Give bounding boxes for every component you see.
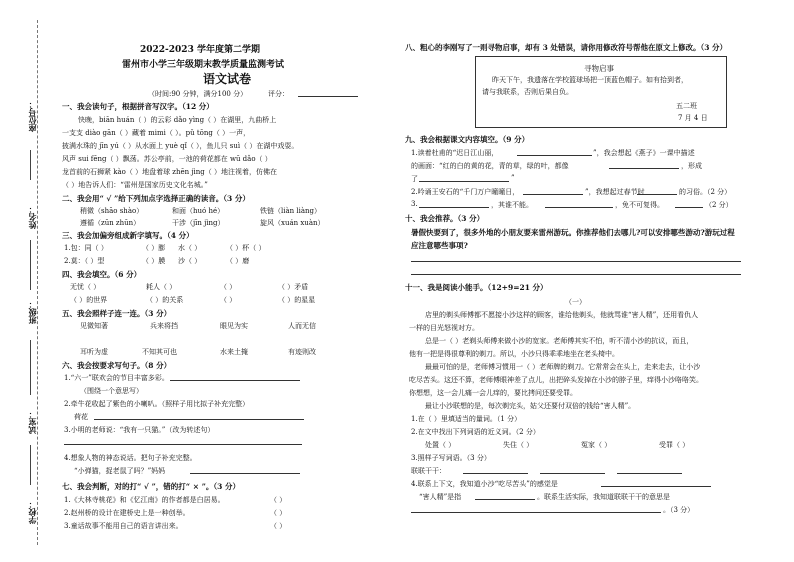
q8-heading: 八、粗心的李刚写了一则寻物启事，却有 3 处错误，请你用修改符号帮他在原文上修改。（3 分）: [405, 43, 728, 52]
q4-cell[interactable]: 耗人（ ）: [146, 283, 177, 291]
reading-question: 4.联系上下文，我知道小沙“吃尽苦头”的感觉是: [411, 480, 558, 488]
q5-top-item[interactable]: 人而无信: [288, 322, 316, 330]
q9-line: ，形成: [681, 162, 702, 170]
reading-question: “害人精”是指: [419, 493, 462, 501]
notice-line[interactable]: 请与我联系，否则后果自负。: [482, 88, 573, 96]
q9-line: 1.读着杜甫的“迟日江山丽，: [411, 149, 499, 157]
reading-question: 联联干干：: [411, 467, 446, 475]
q5-bottom-item[interactable]: 不知其可也: [142, 348, 177, 356]
exam-title: 雷州市小学三年级期末教学质量监测考试: [122, 60, 285, 70]
reading-question: 。联系生活实际，我知道联联干干的意思是: [537, 493, 670, 501]
q9-blank[interactable]: [419, 207, 489, 208]
q5-heading: 五、我会照样子连一连。（3 分）: [62, 309, 172, 318]
q2-option[interactable]: 稍微（shāo shào）: [80, 207, 144, 215]
q6-item: 荷花: [74, 413, 88, 421]
q9-line: 的习俗。（2 分）: [679, 188, 732, 196]
q9-blank[interactable]: [609, 168, 679, 169]
notice-class: 五二班: [676, 102, 697, 110]
q3-cell[interactable]: 水（ ）: [178, 244, 202, 252]
q1-heading: 一、我会读句子，根据拼音写汉字。（12 分）: [62, 102, 214, 111]
q11-blank[interactable]: [411, 512, 661, 513]
q1-line: 一支支 diào gān（ ）藏着 mimi（ ）。pǔ tōng（ ）一声，: [62, 129, 251, 137]
q9-blank[interactable]: [675, 207, 703, 208]
q9-line: ，免不可复得。: [615, 201, 664, 209]
reading-question: 3.照样子写词语。（3 分）: [411, 454, 491, 462]
synonym-cell[interactable]: 失住（ ）: [503, 441, 534, 449]
q3-cell[interactable]: 2.莫：（ ）型: [64, 257, 105, 265]
notice-line[interactable]: 昨天下午，我遗落在学校篮球场把一顶蓝色帽子。如有拾到者，: [492, 76, 688, 84]
q4-cell[interactable]: （ ）: [220, 296, 237, 304]
exam-room-blank[interactable]: [30, 445, 31, 485]
q7-heading: 七、我会判断，对的打“ √ ”，错的打“ × ”。（3 分）: [62, 482, 240, 491]
q11-blank[interactable]: [463, 473, 528, 474]
q9-blank[interactable]: [545, 207, 613, 208]
q1-line: 风声 sui fēng（ ）飘荡。苏公亭前，一池的荷花都在 wū dǎo（ ）: [62, 155, 272, 163]
q11-blank[interactable]: [617, 473, 682, 474]
q4-cell[interactable]: 无忧（ ）: [70, 283, 101, 291]
q6-answer-line[interactable]: [64, 444, 302, 445]
reading-para: 总是一（ ）老剃头师傅来做小沙的宽家。老师傅其实不怕，听不清小沙的抗议，而且，: [425, 337, 694, 345]
q9-line: 3.: [411, 200, 418, 208]
q6-item: “小弹猫，捉老鼠了吗？”妈妈: [74, 467, 166, 475]
q11-heading: 十一、我是阅读小能手。（12+9=21 分）: [405, 283, 548, 292]
seat-number-blank[interactable]: [30, 150, 31, 180]
q6-heading: 六、我会按要求写句子。（8 分）: [62, 361, 172, 370]
q1-line: 快晚，biān huán（ ）的云彩 dǎo yìng（ ）在湖里，九曲桥上: [78, 116, 277, 124]
name-label: 姓名：: [27, 205, 37, 229]
q9-line: 了: [411, 175, 418, 183]
q2-option[interactable]: 干涉（jīn jìng）: [172, 219, 225, 227]
reading-para: 最最可怕的是，老师傅习惯用一（ ）老师牌的剃刀。它常常会在头上，走来走去，让小沙: [425, 363, 701, 371]
class-label: 班级：: [27, 300, 37, 324]
q3-cell[interactable]: （ ）膜: [142, 257, 166, 265]
score-label: 评分：: [268, 90, 289, 98]
q6-item: 3.小明的老师说：“我有一只猫。”（改为转述句）: [64, 426, 215, 434]
q6-answer-line[interactable]: [190, 473, 300, 474]
reading-para: 吃尽苦头。这还不算，老师傅眼神差了点儿，出把碎头发掉在小沙的脖子里，痒得小沙咯咯笑。: [409, 376, 703, 384]
reading-part-label: （一）: [565, 298, 586, 306]
q5-top-item[interactable]: 见微知著: [80, 322, 108, 330]
reading-question: 2.在文中找出下列词语的近义词。（2 分）: [411, 428, 540, 436]
reading-para: 你想想，这一会儿痛一会儿痒的，要比拷问还要受罪。: [409, 389, 577, 397]
q7-answer-box[interactable]: （ ）: [270, 522, 287, 530]
synonym-cell[interactable]: 受罪（ ）: [659, 441, 690, 449]
q6-answer-line[interactable]: [170, 380, 300, 381]
q9-heading: 九、我会根据课文内容填空。（9 分）: [405, 135, 530, 144]
q7-item: 2.赵州桥的设计在建桥史上是一种创举。: [64, 509, 190, 517]
reading-para: 店里的剃头师傅都不愿接小沙这样的顾客，谁给他剃头，他就骂谁“害人精”，还用看仇人: [425, 311, 699, 319]
score-blank[interactable]: [298, 96, 358, 97]
q3-heading: 三、我会加偏旁组成新字填写。（4 分）: [62, 231, 194, 240]
q5-bottom-item[interactable]: 有迹则改: [288, 348, 316, 356]
q3-cell[interactable]: 1.包：同（ ）: [64, 244, 108, 252]
q6-item: （围绕一个意思写）: [80, 387, 143, 395]
q11-blank[interactable]: [601, 486, 711, 487]
q2-option[interactable]: 旋风（xuán xuàn）: [260, 219, 325, 227]
q9-line: ，其谁不能。: [491, 201, 533, 209]
q10-prompt: 暑假快要到了，很多外地的小朋友要来雷州游玩。你推荐他们去哪儿?可以安排哪些游动?游玩过程应注意哪些事项?: [411, 228, 735, 250]
reading-para: 最让小沙联想的是，每次剃完头，姑父还要付双倍的钱给“害人精”。: [425, 402, 636, 410]
q6-answer-line[interactable]: [94, 419, 304, 420]
notice-date: 7 月 4 日: [678, 114, 708, 122]
q2-option[interactable]: 遵循（zūn zhūn）: [80, 219, 141, 227]
q11-blank[interactable]: [475, 499, 535, 500]
notice-title: 寻物启事: [584, 64, 614, 73]
q5-top-item[interactable]: 兵来将挡: [150, 322, 178, 330]
q10-answer-line[interactable]: [411, 274, 741, 275]
exam-meta: （时间:90 分钟，满分100 分）: [148, 90, 248, 98]
q9-blank[interactable]: [419, 181, 509, 182]
term-title: 2022-2023 学年度第二学期: [140, 45, 260, 55]
synonym-cell[interactable]: 冤家（ ）: [581, 441, 612, 449]
paper-title: 语文试卷: [203, 72, 252, 86]
q9-line: （2 分）: [705, 201, 733, 209]
q6-item: 4.想象人物的神态说话。把句子补充完整。: [64, 454, 197, 462]
q9-blank[interactable]: [523, 194, 583, 195]
q9-line: ”，我想起过春节时: [585, 188, 645, 196]
q1-line: 披满水珠的 jīn yú（ ）从水面上 yuè qǐ（ ），鱼儿只 suì（ ）在湖中戏耍。: [62, 142, 299, 150]
q4-cell[interactable]: （ ）: [220, 283, 237, 291]
q6-item: 2.牵牛花收起了紫色的小喇叭。（照样子用比拟子补充完整）: [64, 400, 250, 408]
q3-cell[interactable]: （ ）磨: [226, 257, 250, 265]
q10-heading: 十、我会推荐。（3 分）: [405, 214, 485, 223]
q9-line: 的画面：“红的白的黄的花，青的草，绿的叶，都像: [411, 162, 569, 170]
q7-item: 3.童话故事不能用自己的语言讲出来。: [64, 522, 183, 530]
q7-item: 1.《大林寺桃花》和《忆江南》的作者都是白居易。: [64, 496, 225, 504]
q9-blank[interactable]: [517, 155, 592, 156]
q9-line: ”: [511, 174, 515, 182]
q1-line: 龙首前的石狮紧 kào（ ）地盘着球 zhēn jìng（ ）地注视着，仿佛在: [62, 168, 277, 176]
reading-question: 。（3 分）: [663, 506, 695, 514]
reading-question: 1.在（ ）里填适当的量词。（1 分）: [411, 415, 522, 423]
q4-cell[interactable]: （ ）的关系: [146, 296, 184, 304]
name-blank[interactable]: [30, 240, 31, 290]
lost-notice-box: [475, 56, 727, 128]
q5-top-item[interactable]: 眼见为实: [220, 322, 248, 330]
q11-blank[interactable]: [540, 473, 605, 474]
binding-margin: [0, 0, 52, 562]
q2-option[interactable]: 和面（huó hé）: [172, 207, 225, 215]
reading-para: 他有一把是得很尊利的剃刀。所以，小沙只得乖乖地坐在老头椅中。: [409, 350, 619, 358]
q2-option[interactable]: 铁链（liàn liàng）: [260, 207, 322, 215]
q3-cell[interactable]: （ ）膨: [142, 244, 166, 252]
q1-line: （ ）地告诉人们：“雷州是国家历史文化名城。”: [62, 181, 208, 189]
q4-cell[interactable]: （ ）的世界: [70, 296, 108, 304]
q10-answer-line[interactable]: [411, 261, 741, 262]
seat-number-label: 座位号：: [27, 100, 37, 132]
q4-cell[interactable]: （ ）矛盾: [278, 283, 309, 291]
q5-bottom-item[interactable]: 水来土掩: [220, 348, 248, 356]
exam-room-label: 试室：: [27, 410, 37, 434]
q9-line: 2.吟诵王安石的“千门万户曈曈日，: [411, 188, 520, 196]
q3-cell[interactable]: 沙（ ）: [178, 257, 202, 265]
q7-answer-box[interactable]: （ ）: [270, 509, 287, 517]
school-label: 学校：: [27, 500, 37, 524]
q4-cell[interactable]: （ ）的星星: [278, 296, 316, 304]
q5-bottom-item[interactable]: 耳听为虚: [80, 348, 108, 356]
q6-item: 1.“六一”联欢会的节目丰富多彩。: [64, 374, 169, 382]
reading-para: 一样的目光怒视对方。: [409, 324, 479, 332]
fold-line: [37, 20, 38, 545]
q4-heading: 四、我会填空。（6 分）: [62, 270, 142, 279]
class-blank[interactable]: [30, 340, 31, 395]
q3-cell[interactable]: （ ）杯（ ）: [226, 244, 266, 252]
q9-blank[interactable]: [637, 194, 677, 195]
q9-line: ”，我会想起《燕子》一课中描述: [593, 149, 695, 157]
q2-heading: 二、我会用“ √ ”给下列加点字选择正确的读音。（3 分）: [62, 194, 250, 203]
q7-answer-box[interactable]: （ ）: [270, 496, 287, 504]
synonym-cell[interactable]: 处置（ ）: [425, 441, 456, 449]
